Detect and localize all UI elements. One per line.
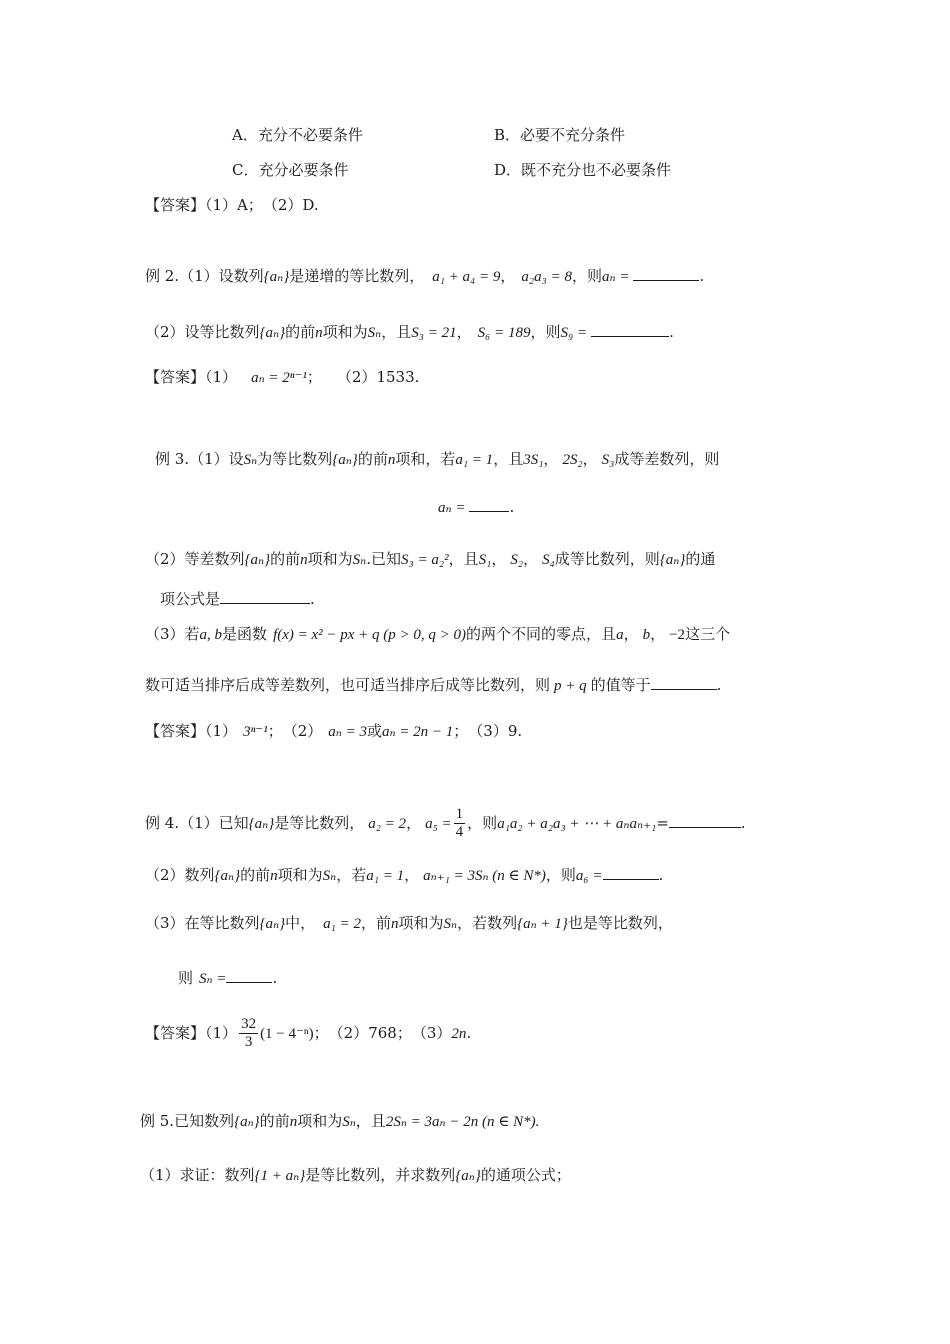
- math-target: a₁a₂ + a₂a₃ + ⋯ + aₙaₙ₊₁: [497, 815, 657, 832]
- math-cond: a₁ + a₄ = 9: [432, 269, 501, 285]
- math-cond: S₃ = a₂²: [401, 552, 449, 568]
- text: ，且: [355, 1112, 386, 1130]
- text: 数可适当排序后成等差数列，也可适当排序后成等比数列，则: [145, 676, 551, 694]
- math-n: n: [289, 1114, 298, 1130]
- text: （1）: [205, 1023, 238, 1042]
- math-n: n: [270, 868, 278, 884]
- math-cond: a₂ = 2: [368, 815, 407, 832]
- math-answer: 3ⁿ⁻¹: [243, 724, 268, 740]
- answer-blank[interactable]: [633, 266, 699, 281]
- text: （1）求证：数列: [140, 1166, 255, 1184]
- ex4-part2: （2）数列{aₙ}的前n项和为Sₙ，若a₁ = 1， aₙ₊₁ = 3Sₙ (n ∈ N*)，则a₆ = .: [145, 866, 664, 884]
- text: 项和，若: [395, 450, 456, 468]
- math-function: f(x) = x² − px + q (p > 0, q > 0): [273, 627, 467, 643]
- text: .: [310, 590, 315, 608]
- text: 成等差数列，则: [614, 450, 720, 468]
- option-a: A．充分不必要条件: [232, 126, 363, 144]
- answer-blank[interactable]: [220, 589, 310, 604]
- ex3-part3: （3）若a, b是函数 f(x) = x² − px + q (p > 0, q > 0)的两个不同的零点，且a， b， −2这三个: [145, 625, 731, 643]
- math-sn: Sₙ: [443, 916, 458, 932]
- math-target: a₆ =: [575, 868, 603, 884]
- text: 成等比数列，则: [554, 550, 660, 568]
- math-cond: a₅ =: [425, 815, 452, 832]
- text: 例 5.已知数列: [140, 1112, 235, 1130]
- math-sn: Sₙ: [342, 1114, 356, 1130]
- math-cond: S₃ = 21: [411, 325, 457, 341]
- math-answer: aₙ = 2n − 1: [381, 724, 454, 740]
- math-seq: {aₙ}: [244, 552, 271, 568]
- ex5-statement: [140, 1112, 539, 1131]
- answer-ex2: [145, 368, 419, 387]
- math-seq: {aₙ}: [259, 916, 286, 932]
- math-seq: {aₙ}: [332, 452, 358, 468]
- option-c: C．充分必要条件: [232, 161, 349, 179]
- text: 或: [366, 722, 382, 740]
- text: 的前: [240, 866, 271, 884]
- text: 也是等比数列，: [567, 914, 673, 932]
- math-seq: {aₙ + 1}: [517, 916, 568, 932]
- text: .: [658, 866, 664, 884]
- text: ； （2）: [267, 722, 323, 740]
- math-seq: {aₙ}: [214, 868, 241, 884]
- option-b: B．必要不充分条件: [494, 126, 626, 144]
- math-term: S₃: [601, 452, 615, 468]
- math-term: S₂: [510, 552, 524, 568]
- ex3-part1-line2: [438, 497, 514, 517]
- text: ，则: [571, 267, 602, 285]
- text: .: [716, 676, 722, 694]
- math-answer: (1 − 4⁻ⁿ): [260, 1025, 314, 1042]
- answer-label: 【答案】: [145, 1023, 206, 1042]
- text: .: [699, 267, 705, 285]
- text: 是函数: [222, 625, 268, 643]
- math-seq: {aₙ}: [659, 552, 686, 568]
- text: 例 3.（1）设: [155, 450, 244, 468]
- fraction-numerator: 32: [239, 1016, 258, 1034]
- math-ab: a, b: [199, 627, 223, 643]
- math-sn: Sₙ: [367, 325, 382, 341]
- text: 是等比数列，: [274, 813, 365, 832]
- option-d: D．既不充分也不必要条件: [494, 161, 672, 179]
- answer-blank[interactable]: [669, 813, 741, 828]
- text: 项和为: [322, 323, 368, 341]
- math-cond: 2Sₙ = 3aₙ − 2n (n ∈ N*).: [385, 1114, 540, 1130]
- text: 则: [178, 969, 194, 987]
- math-sn: Sₙ: [243, 452, 258, 468]
- ex2-part2: （2）设等比数列{aₙ}的前n项和为Sₙ，且S₃ = 21， S₆ = 189，则S₉ = .: [145, 323, 674, 341]
- answer-label: 【答案】: [145, 196, 206, 214]
- text: .: [669, 323, 674, 341]
- math-answer: aₙ = 3: [328, 724, 367, 740]
- math-b: b: [642, 627, 651, 643]
- math-cond: S₆ = 189: [477, 325, 531, 341]
- text: 例 4.（1）已知: [145, 813, 249, 832]
- text: ，则: [467, 813, 498, 832]
- text: （2）等差数列: [145, 550, 245, 568]
- math-target: S₉ =: [560, 325, 588, 341]
- text: ，若: [336, 866, 367, 884]
- text: 项和为: [297, 1112, 343, 1130]
- math-minus2: −2: [669, 627, 686, 643]
- math-seq: {aₙ}: [263, 269, 290, 285]
- ex5-question1: [140, 1166, 571, 1185]
- text: 的通项公式；: [480, 1166, 571, 1184]
- text: （3）若: [145, 625, 200, 643]
- answer-q1: [145, 196, 319, 214]
- text: ，且: [493, 450, 524, 468]
- text: ； （2）768； （3）: [313, 1023, 452, 1042]
- answer-label: 【答案】: [145, 722, 206, 740]
- text: .: [509, 498, 515, 516]
- math-seq: {aₙ}: [259, 325, 286, 341]
- text: .: [466, 1023, 472, 1042]
- text: ； （2）1533.: [306, 368, 420, 386]
- text: 项和为: [398, 914, 444, 932]
- math-cond: a₁ = 2: [323, 916, 361, 932]
- text: 是等比数列，并求数列: [305, 1166, 456, 1184]
- text: .: [740, 813, 746, 832]
- answer-blank[interactable]: [603, 865, 659, 880]
- text: 中，: [285, 914, 316, 932]
- text: ，则: [530, 323, 561, 341]
- math-n: n: [391, 916, 399, 932]
- math-answer: 2n: [451, 1025, 467, 1042]
- fraction-denominator: 3: [244, 1034, 253, 1051]
- text: .已知: [366, 550, 402, 568]
- ex3-part1: 例 3.（1）设Sₙ为等比数列{aₙ}的前n项和，若a₁ = 1，且3S₁， 2S₂， S₃成等差数列，则: [155, 450, 720, 468]
- ex3-part2: （2）等差数列{aₙ}的前n项和为Sₙ.已知S₃ = a₂²，且S₁， S₂， S₄成等比数列，则{aₙ}的通: [145, 550, 716, 568]
- text: 项和为: [307, 550, 353, 568]
- text: 的两个不同的零点，且: [466, 625, 617, 643]
- math-target: aₙ =: [438, 500, 466, 516]
- text: 的值等于: [590, 676, 651, 694]
- ex4-part1: 例 4.（1）已知{aₙ}是等比数列， a₂ = 2， a₅ = $\frac{1}{4}$ ，则a₁a₂ + a₂a₃ + ⋯ + aₙaₙ₊₁= .: [145, 806, 746, 841]
- ex4-part3: [145, 914, 673, 933]
- text: （2）数列: [145, 866, 215, 884]
- text: 的前: [270, 550, 301, 568]
- math-target: aₙ =: [602, 269, 630, 285]
- math-n: n: [300, 552, 308, 568]
- answer-text: （1）A； （2）D.: [205, 196, 319, 214]
- ex3-part3-line2: [145, 675, 721, 695]
- text: 项公式是: [160, 590, 221, 608]
- ex4-part3-line2: [178, 968, 277, 988]
- text: 的前: [357, 450, 388, 468]
- text: 这三个: [685, 625, 731, 643]
- fraction-numerator: 1: [454, 806, 466, 824]
- math-cond: aₙ₊₁ = 3Sₙ (n ∈ N*): [423, 868, 546, 884]
- text: 的前: [285, 323, 316, 341]
- text: ，前: [360, 914, 391, 932]
- text: ，若数列: [457, 914, 518, 932]
- text: （2）设等比数列: [145, 323, 260, 341]
- math-cond: a₂a₃ = 8: [521, 269, 572, 285]
- text: ，且: [448, 550, 479, 568]
- answer-blank[interactable]: [469, 497, 509, 512]
- math-term: 2S₂: [562, 452, 583, 468]
- math-cond: a₁ = 1: [455, 452, 494, 468]
- fraction: [239, 1016, 258, 1052]
- math-answer: aₙ = 2ⁿ⁻¹: [251, 370, 307, 386]
- math-seq: {aₙ}: [455, 1168, 481, 1184]
- math-sn: Sₙ: [322, 868, 337, 884]
- text: （3）在等比数列: [145, 914, 260, 932]
- math-seq: {1 + aₙ}: [254, 1168, 306, 1184]
- math-term: 3S₁: [523, 452, 544, 468]
- text: ，则: [545, 866, 576, 884]
- fraction: [454, 806, 466, 842]
- answer-ex4: [145, 1016, 471, 1052]
- math-a: a: [616, 627, 624, 643]
- math-term: S₄: [542, 552, 555, 568]
- math-target: Sₙ =: [199, 971, 227, 987]
- text: ； （3）9.: [453, 722, 523, 740]
- text: =: [656, 813, 669, 832]
- answer-ex3: [145, 722, 522, 741]
- math-cond: a₁ = 1: [366, 868, 405, 884]
- answer-blank[interactable]: [591, 322, 669, 337]
- math-n: n: [387, 452, 396, 468]
- answer-label: 【答案】: [145, 368, 206, 386]
- math-term: S₁: [478, 552, 492, 568]
- answer-blank[interactable]: [226, 968, 272, 983]
- math-seq: {aₙ}: [234, 1114, 260, 1130]
- fraction-denominator: 4: [455, 824, 464, 841]
- text: 例 2.（1）设数列: [145, 267, 264, 285]
- text: 项和为: [277, 866, 323, 884]
- text: .: [272, 969, 278, 987]
- math-pq: p + q: [554, 678, 587, 694]
- text: 为等比数列: [257, 450, 333, 468]
- text: （1）: [205, 722, 238, 740]
- ex3-part2-line2: [160, 589, 315, 608]
- answer-blank[interactable]: [651, 675, 717, 690]
- math-n: n: [315, 325, 323, 341]
- text: 的通: [685, 550, 716, 568]
- text: 是递增的等比数列，: [289, 267, 425, 285]
- text: （1）: [205, 368, 238, 386]
- text: 的前: [259, 1112, 290, 1130]
- math-seq: {aₙ}: [248, 815, 275, 832]
- ex2-part1: 例 2.（1）设数列{aₙ}是递增的等比数列， a₁ + a₄ = 9， a₂a₃ = 8，则aₙ = .: [145, 267, 705, 285]
- math-sn: Sₙ: [352, 552, 367, 568]
- text: ，且: [381, 323, 412, 341]
